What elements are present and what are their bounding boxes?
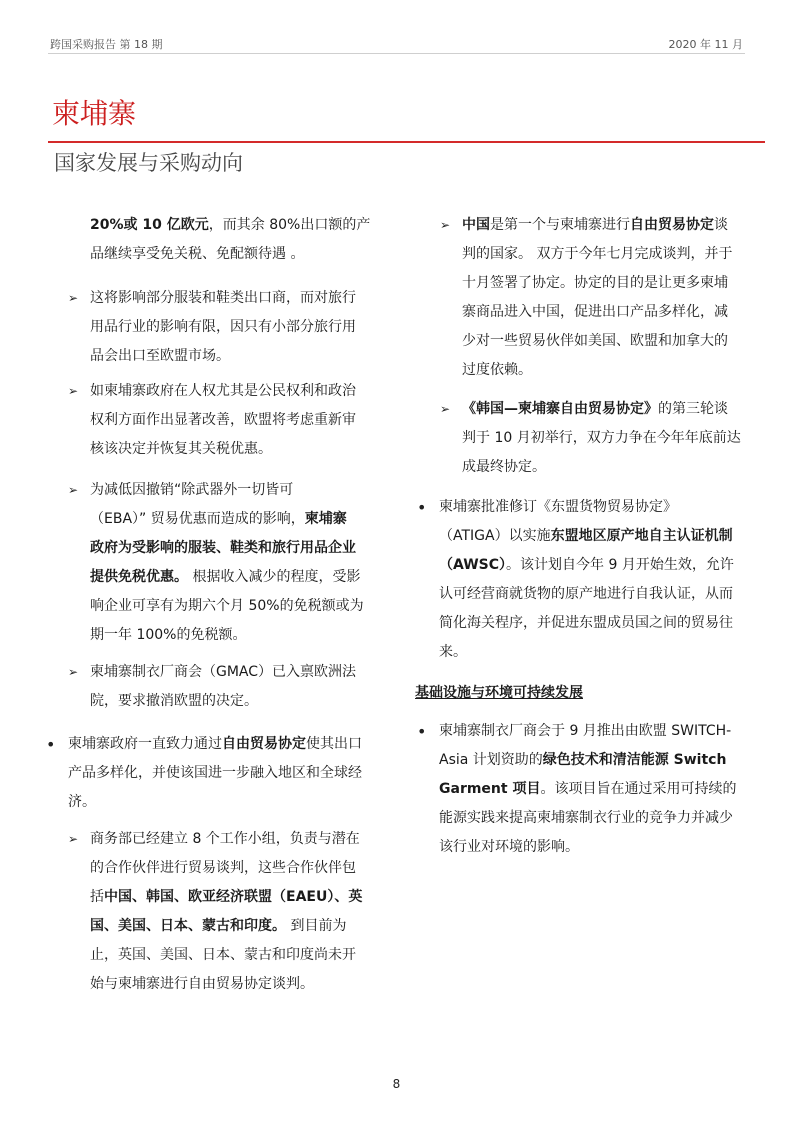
sub-bullet <box>68 476 410 650</box>
text: 用品行业的影响有限，因只有小部分旅行用 <box>90 319 356 335</box>
section-heading <box>415 679 765 708</box>
bold-text: 国、美国、日本、蒙古和印度。 <box>90 918 286 934</box>
text: 过度依赖。 <box>462 362 532 378</box>
text: 柬埔寨批准修订《东盟货物贸易协定》 <box>439 499 677 515</box>
text: 柬埔寨制衣厂商会（GMAC）已入禀欧洲法 <box>90 664 357 680</box>
text: 少对一些贸易伙伴如美国、欧盟和加拿大的 <box>462 333 728 349</box>
sub-bullet <box>440 211 782 385</box>
bold-text: 自由贸易协定 <box>630 217 714 233</box>
arrow-bullet-icon: ➢ <box>68 291 79 305</box>
text: 响企业可享有为期六个月 50%的免税额或为 <box>90 598 364 614</box>
text: 商务部已经建立 8 个工作小组，负责与潜在 <box>90 831 360 847</box>
bullet-dot-icon: • <box>417 722 427 741</box>
text: 期一年 100%的免税额。 <box>90 627 247 643</box>
text: 柬埔寨制衣厂商会于 9 月推出由欧盟 SWITCH- <box>439 723 732 739</box>
text: 品会出口至欧盟市场。 <box>90 348 230 364</box>
page-title: 柬埔寨 <box>52 97 137 130</box>
text: 产品多样化，并使该国进一步融入地区和全球经 <box>68 765 362 781</box>
bold-text: 政府为受影响的服装、鞋类和旅行用品企业 <box>90 540 356 556</box>
text: 始与柬埔寨进行自由贸易协定谈判。 <box>90 976 314 992</box>
text: 如柬埔寨政府在人权尤其是公民权利和政治 <box>90 383 356 399</box>
text: 该行业对环境的影响。 <box>439 839 579 855</box>
text: 济。 <box>68 794 96 810</box>
arrow-bullet-icon: ➢ <box>68 483 79 497</box>
text: 谈 <box>714 217 728 233</box>
header-divider <box>48 53 745 54</box>
bold-text: 东盟地区原产地自主认证机制 <box>550 528 733 544</box>
bold-text: 柬埔寨 <box>304 511 347 527</box>
text: 使其出口 <box>306 736 362 752</box>
text: 是第一个与柬埔寨进行 <box>490 217 630 233</box>
sub-bullet <box>68 377 410 464</box>
text: 能源实践来提高柬埔寨制衣行业的竞争力并减少 <box>439 810 733 826</box>
text: 的第三轮谈 <box>658 401 728 417</box>
bold-text: 20%或 10 亿欧元 <box>90 217 209 233</box>
text: 。该项目旨在通过采用可持续的 <box>540 781 737 797</box>
text: 柬埔寨政府一直致力通过 <box>68 736 222 752</box>
text: 止，英国、美国、日本、蒙古和印度尚未开 <box>90 947 356 963</box>
text: 品继续享受免关税、免配额待遇 。 <box>90 246 305 262</box>
text: 寨商品进入中国，促进出口产品多样化，减 <box>462 304 728 320</box>
bold-text: 中国、韩国、欧亚经济联盟（EAEU）、英 <box>104 889 363 905</box>
bold-text: 绿色技术和清洁能源 Switch <box>542 752 727 768</box>
bold-text: 中国 <box>462 217 490 233</box>
text: 括 <box>90 889 104 905</box>
text: 判的国家。 双方于今年七月完成谈判，并于 <box>462 246 733 262</box>
header-report-title: 跨国采购报告 第 18 期 <box>50 38 163 51</box>
bullet-dot-icon: • <box>46 735 56 754</box>
text: 认可经营商就货物的原产地进行自我认证，从而 <box>439 586 733 602</box>
text: 十月签署了协定。协定的目的是让更多柬埔 <box>462 275 728 291</box>
text: 成最终协定。 <box>462 459 546 475</box>
page-subtitle: 国家发展与采购动向 <box>54 151 243 175</box>
bold-text: 《韩国—柬埔寨自由贸易协定》 <box>462 401 658 417</box>
paragraph-continuation <box>90 211 390 269</box>
bold-text: （AWSC） <box>439 557 507 573</box>
header-date: 2020 年 11 月 <box>668 38 743 51</box>
text: ，而其余 80%出口额的产 <box>208 217 371 233</box>
page-number: 8 <box>392 1077 401 1091</box>
arrow-bullet-icon: ➢ <box>68 384 79 398</box>
text: （EBA）” 贸易优惠而造成的影响， <box>90 511 305 527</box>
bullet-item <box>44 730 413 817</box>
arrow-bullet-icon: ➢ <box>68 832 79 846</box>
sub-bullet <box>440 395 782 482</box>
text: 来。 <box>439 644 467 660</box>
text: （ATIGA）以实施 <box>439 528 551 544</box>
section-heading-text: 基础设施与环境可持续发展 <box>415 685 583 701</box>
title-divider <box>48 141 765 143</box>
text: 院，要求撤消欧盟的决定。 <box>90 693 258 709</box>
text: 根据收入减少的程度，受影 <box>188 569 361 585</box>
text: 为减低因撤销“除武器外一切皆可 <box>90 482 294 498</box>
sub-bullet <box>68 284 410 371</box>
text: 。该计划自今年 9 月开始生效，允许 <box>506 557 734 573</box>
text: 判于 10 月初举行，双方力争在今年年底前达 <box>462 430 741 446</box>
arrow-bullet-icon: ➢ <box>440 402 451 416</box>
bold-text: Garment 项目 <box>439 781 541 797</box>
text: Asia 计划资助的 <box>439 752 543 768</box>
arrow-bullet-icon: ➢ <box>68 665 79 679</box>
arrow-bullet-icon: ➢ <box>440 218 451 232</box>
bullet-item <box>415 493 789 667</box>
bold-text: 提供免税优惠。 <box>90 569 188 585</box>
bold-text: 自由贸易协定 <box>222 736 306 752</box>
text: 的合作伙伴进行贸易谈判，这些合作伙伴包 <box>90 860 356 876</box>
sub-bullet <box>68 658 410 716</box>
bullet-dot-icon: • <box>417 498 427 517</box>
text: 简化海关程序，并促进东盟成员国之间的贸易往 <box>439 615 733 631</box>
text: 这将影响部分服装和鞋类出口商，而对旅行 <box>90 290 356 306</box>
text: 核该决定并恢复其关税优惠。 <box>90 441 272 457</box>
text: 到目前为 <box>286 918 347 934</box>
bullet-item <box>415 717 789 862</box>
sub-bullet <box>68 825 410 999</box>
text: 权利方面作出显著改善，欧盟将考虑重新审 <box>90 412 356 428</box>
